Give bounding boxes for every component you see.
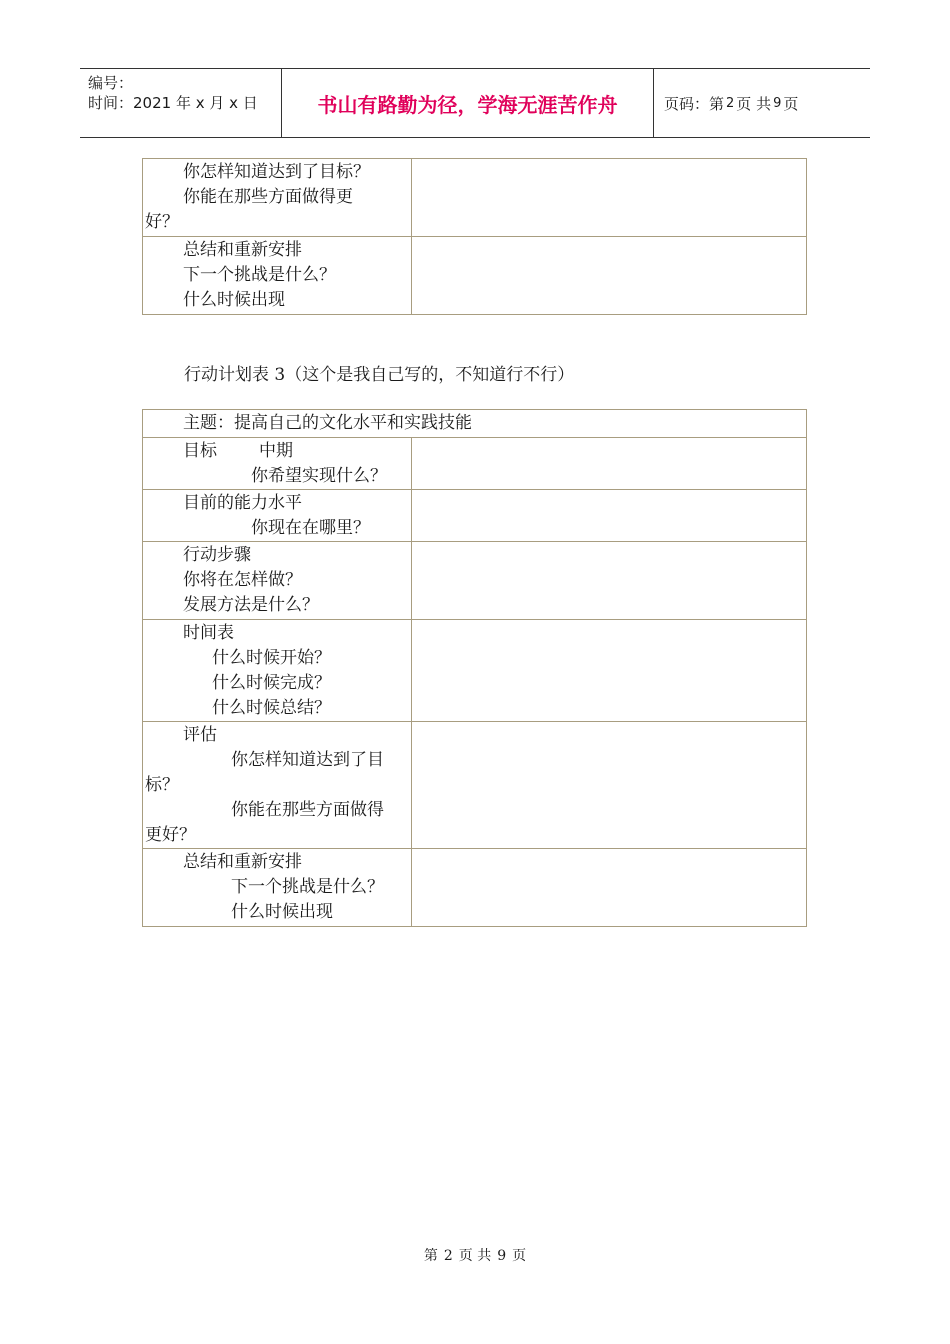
table-cell-answer[interactable] [412, 722, 806, 848]
table-row [143, 237, 806, 314]
number-label: 编号： [88, 74, 134, 92]
page-prefix: 页码：第 [664, 94, 725, 113]
table-row-steps [143, 542, 806, 620]
table-cell-answer[interactable] [412, 620, 806, 721]
table-row-evaluation [143, 722, 806, 849]
table-cell-label: 你怎样知道达到了目标？ 你能在那些方面做得更 好？ [143, 159, 412, 236]
table-cell-answer[interactable] [412, 490, 806, 541]
table-row-summary [143, 849, 806, 926]
page-mid: 页 共 [736, 94, 772, 113]
table-action-plan-3 [142, 409, 807, 927]
header-meta [88, 73, 258, 113]
table-cell-answer[interactable] [412, 237, 806, 314]
theme-text: 主题：提高自己的文化水平和实践技能 [183, 413, 472, 433]
table-cell-label: 总结和重新安排 下一个挑战是什么？ 什么时候出现 [143, 237, 412, 314]
table-cell-label: 时间表 什么时候开始？ 什么时候完成？ 什么时候总结？ [143, 620, 412, 721]
table-evaluation-continued [142, 158, 807, 315]
table-row [143, 159, 806, 237]
plan-3-title: 行动计划表 3（这个是我自己写的，不知道行不行） [184, 365, 575, 385]
page-total: 9 [773, 95, 782, 111]
table-cell-label: 行动步骤 你将在怎样做？ 发展方法是什么？ [143, 542, 412, 619]
table-cell-label: 目前的能力水平 你现在在哪里？ [143, 490, 412, 541]
table-row-goal [143, 438, 806, 490]
table-cell-answer[interactable] [412, 542, 806, 619]
page-current: 2 [726, 95, 735, 111]
page-suffix: 页 [783, 94, 799, 113]
table-cell-answer[interactable] [412, 438, 806, 489]
table-cell-label: 目标 中期 你希望实现什么？ [143, 438, 412, 489]
header-divider [653, 69, 654, 137]
header-motto: 书山有路勤为径，学海无涯苦作舟 [317, 92, 618, 117]
table-cell-answer[interactable] [412, 849, 806, 926]
page-footer: 第 2 页 共 9 页 [423, 1248, 527, 1264]
table-cell-label: 评估 你怎样知道达到了目 标？ 你能在那些方面做得 更好？ [143, 722, 412, 848]
header-page-info [664, 69, 798, 137]
page-header [80, 68, 870, 138]
table-cell-label: 总结和重新安排 下一个挑战是什么？ 什么时候出现 [143, 849, 412, 926]
time-label: 时间：2021 年 x 月 x 日 [88, 94, 258, 112]
table-row-ability [143, 490, 806, 542]
table-cell-answer[interactable] [412, 159, 806, 236]
table-row-schedule [143, 620, 806, 722]
table-row-theme [143, 410, 806, 438]
